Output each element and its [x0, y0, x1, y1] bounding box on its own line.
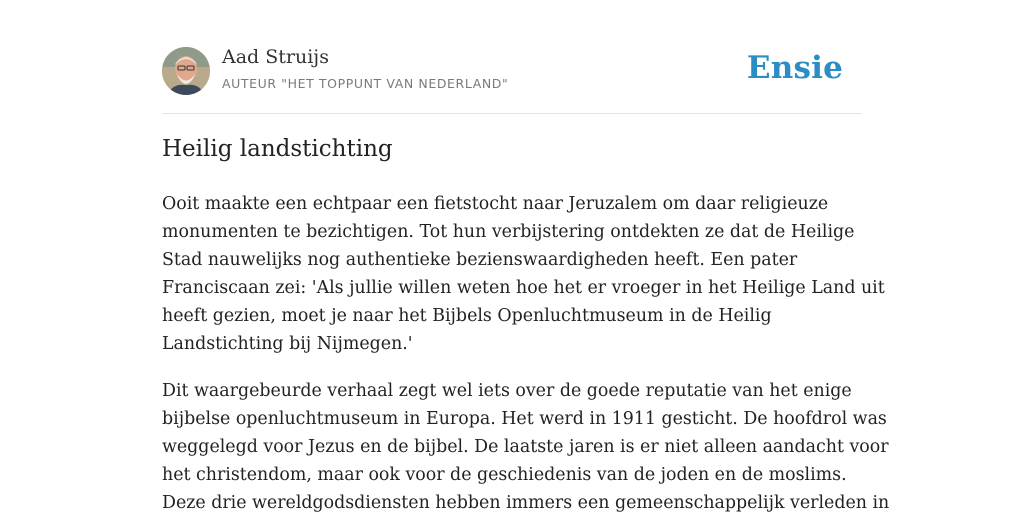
text-line: weggelegd voor Jezus en de bijbel. De laatste jaren is er niet alleen aandacht voor [162, 437, 889, 457]
author-name[interactable]: Aad Struijs [222, 46, 329, 68]
text-line: Landstichting bij Nijmegen.' [162, 334, 413, 354]
text-line: monumenten te bezichtigen. Tot hun verbijstering ontdekten ze dat de Heilige [162, 222, 855, 242]
article-title: Heilig landstichting [162, 136, 393, 162]
paragraph [162, 377, 890, 512]
text-line: het christendom, maar ook voor de geschiedenis van de joden en de moslims. [162, 465, 847, 485]
text-line: Ooit maakte een echtpaar een fietstocht naar Jeruzalem om daar religieuze [162, 194, 829, 214]
author-header [162, 0, 862, 114]
ensie-logo[interactable]: Ensie [746, 50, 843, 86]
paragraph [162, 190, 885, 358]
text-line: Deze drie wereldgodsdiensten hebben immers een gemeenschappelijk verleden in [162, 493, 890, 512]
avatar-photo [162, 47, 210, 95]
text-line: Franciscaan zei: 'Als jullie willen weten hoe het er vroeger in het Heilige Land uit [162, 278, 885, 298]
article-card [162, 0, 890, 512]
article-body [162, 190, 890, 512]
author-avatar[interactable] [162, 47, 210, 95]
text-line: bijbelse openluchtmuseum in Europa. Het werd in 1911 gesticht. De hoofdrol was [162, 409, 887, 429]
text-line: Dit waargebeurde verhaal zegt wel iets over de goede reputatie van het enige [162, 381, 852, 401]
text-line: heeft gezien, moet je naar het Bijbels Openluchtmuseum in de Heilig [162, 306, 772, 326]
text-line: Stad nauwelijks nog authentieke bezienswaardigheden heeft. Een pater [162, 250, 798, 270]
author-bio: AUTEUR "HET TOPPUNT VAN NEDERLAND" [222, 76, 509, 91]
